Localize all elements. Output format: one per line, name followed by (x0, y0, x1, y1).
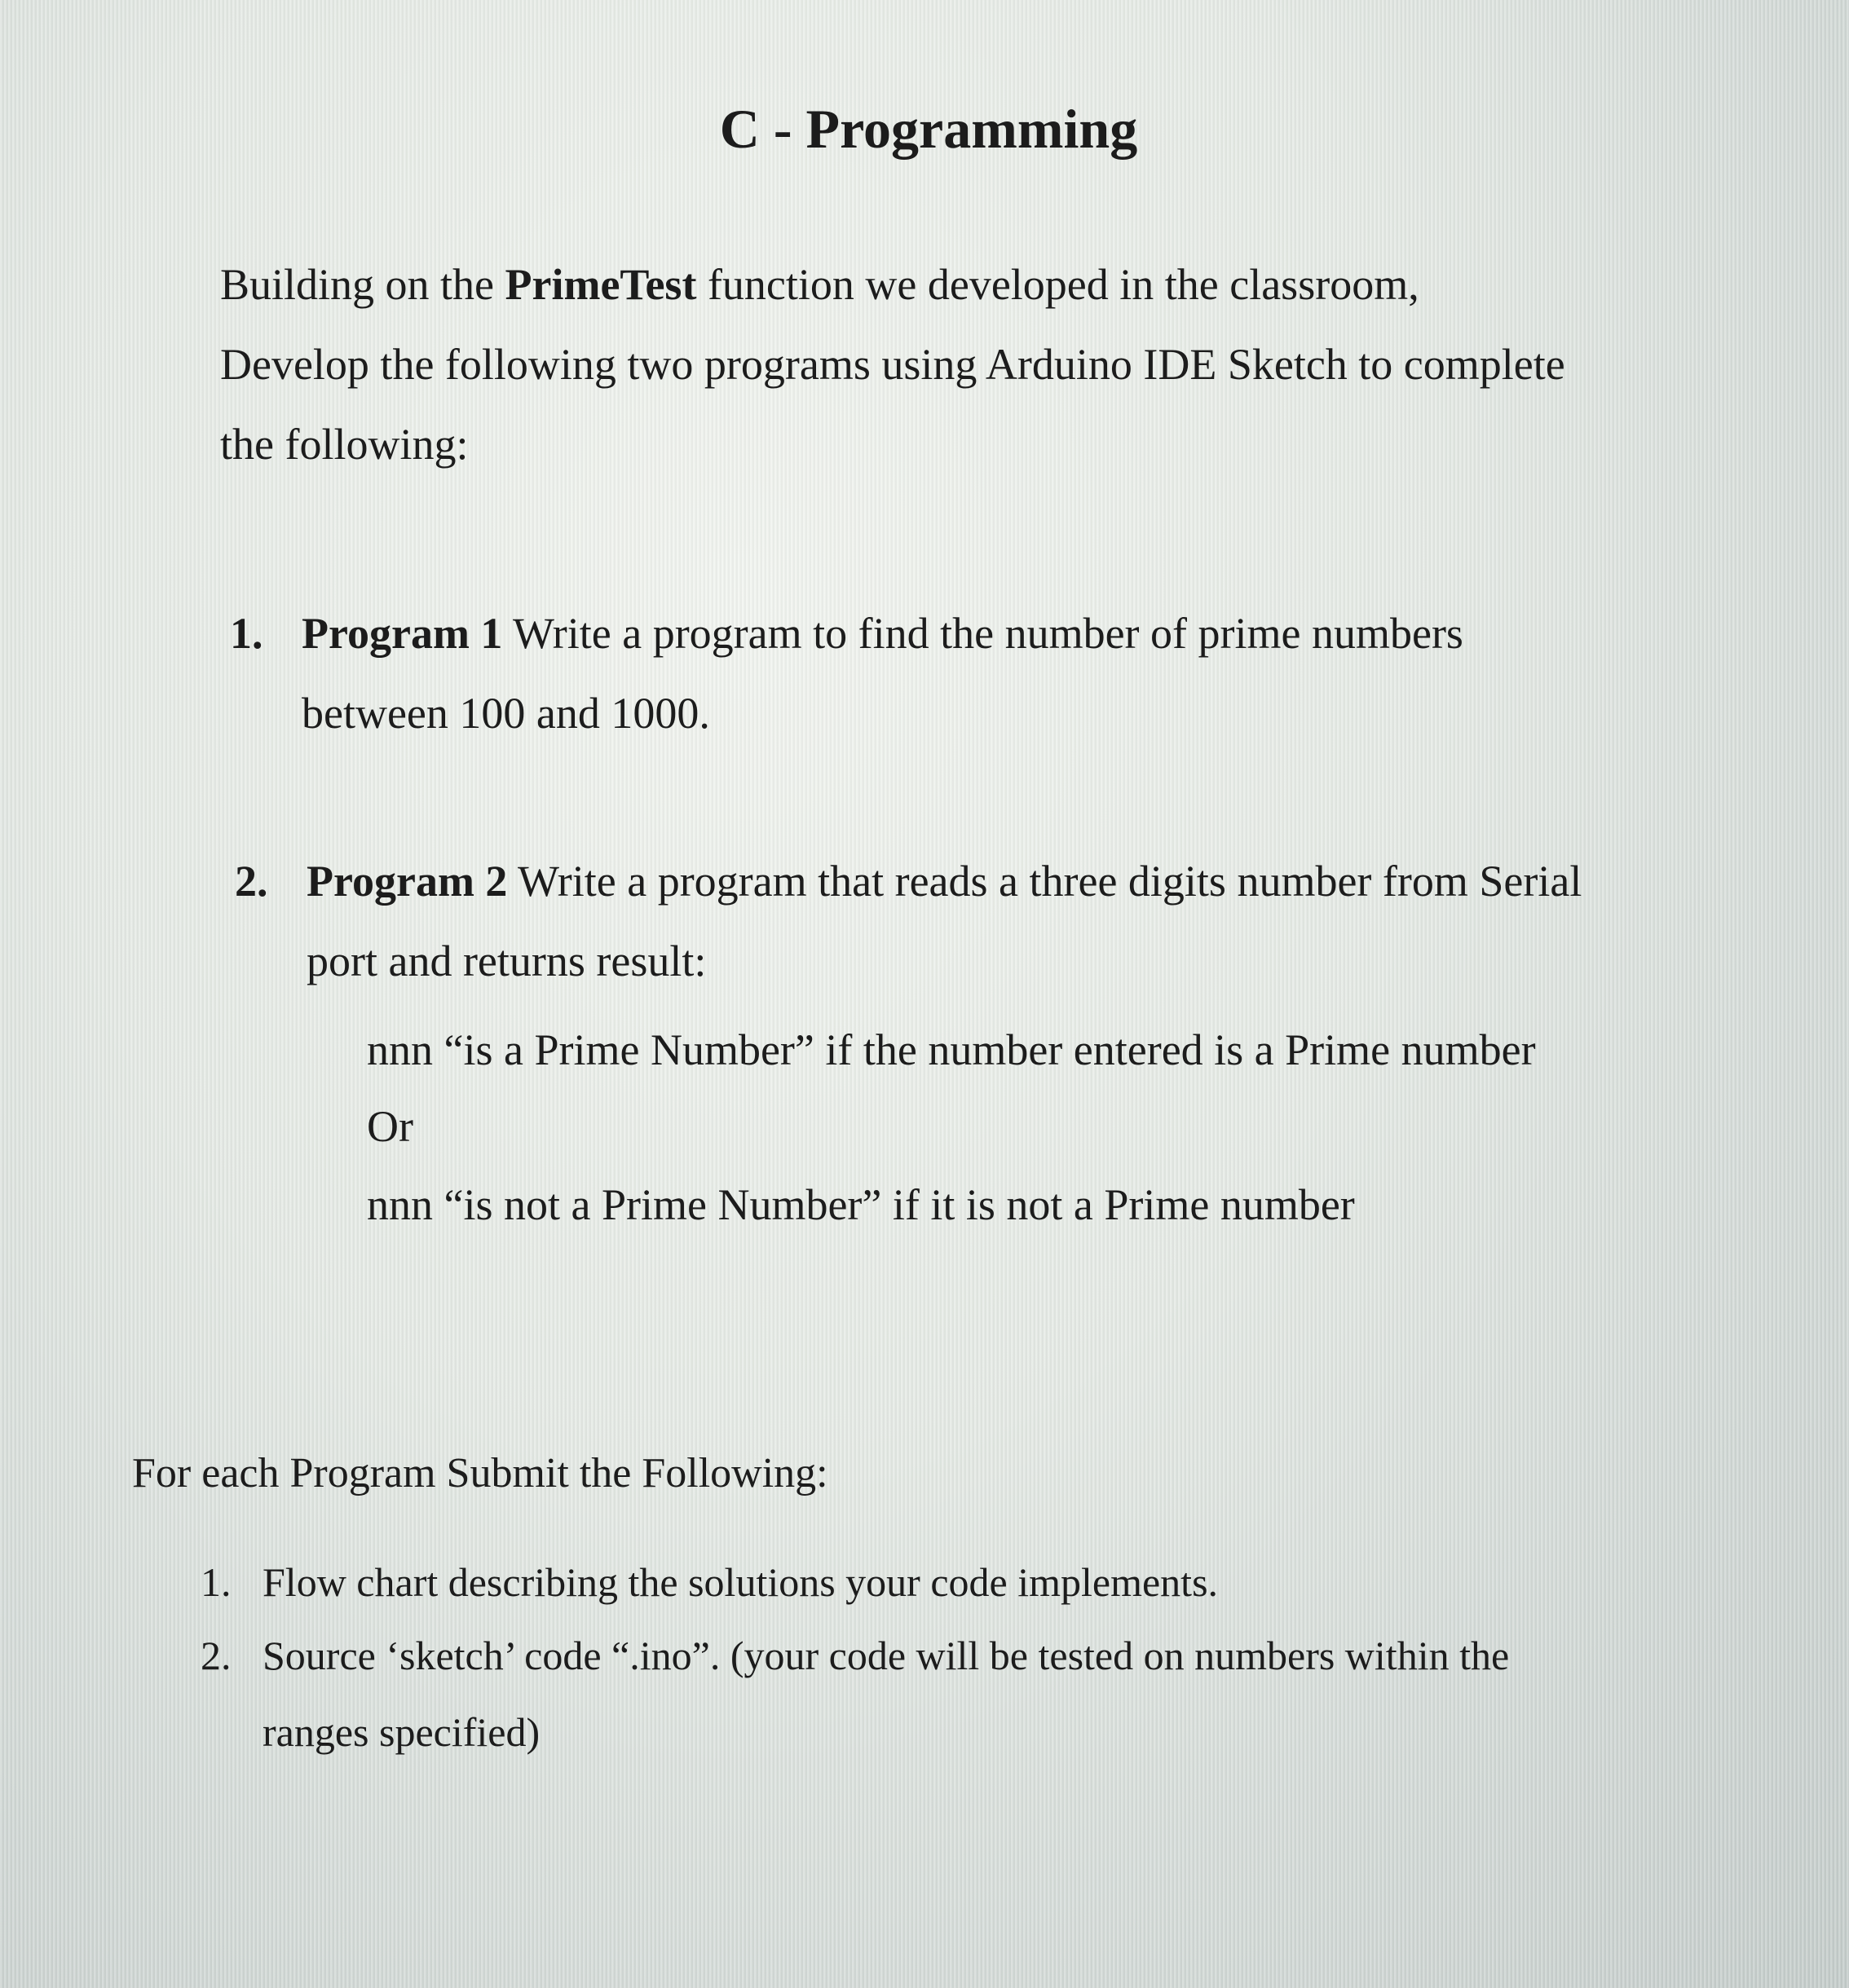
program-2-text-1: Write a program that reads a three digits number from Serial (507, 857, 1582, 906)
result-or: Or (367, 1102, 413, 1151)
page-title: C - Programming (719, 98, 1138, 160)
program-1-number: 1. (230, 609, 263, 658)
intro-text-after: function we developed in the classroom, (696, 260, 1419, 309)
submission-heading: For each Program Submit the Following: (132, 1450, 828, 1497)
intro-paragraph (220, 245, 1769, 484)
result-prime: nnn “is a Prime Number” if the number entered is a Prime number (367, 1025, 1536, 1074)
primetest-function-name: PrimeTest (505, 260, 697, 309)
result-not-prime: nnn “is not a Prime Number” if it is not a Prime number (367, 1180, 1355, 1229)
intro-line-1 (220, 245, 1769, 324)
submission-item-1-text: Flow chart describing the solutions your code implements. (263, 1559, 1219, 1605)
program-2-body (307, 841, 1774, 1001)
intro-text-before: Building on the (220, 260, 505, 309)
intro-line-2: Develop the following two programs using Arduino IDE Sketch to complete (220, 340, 1565, 389)
program-2-text-2: port and returns result: (307, 937, 707, 985)
program-2-label: Program 2 (307, 857, 508, 906)
intro-line-3: the following: (220, 420, 469, 469)
program-2-line-1 (307, 841, 1774, 921)
submission-item-2-number: 2. (201, 1633, 232, 1678)
program-1-body (302, 593, 1769, 753)
program-1-label: Program 1 (302, 609, 503, 658)
submission-item-2-text-2: ranges specified) (263, 1709, 541, 1755)
submission-item-1-number: 1. (201, 1559, 232, 1605)
program-1-text-1: Write a program to find the number of prime numbers (502, 609, 1463, 658)
program-2-number: 2. (235, 857, 268, 906)
program-1-text-2: between 100 and 1000. (302, 689, 710, 738)
submission-item-2-body (263, 1617, 1730, 1770)
program-1-line-1 (302, 593, 1769, 673)
submission-item-1-body (263, 1544, 1730, 1620)
submission-item-2-text-1: Source ‘sketch’ code “.ino”. (your code will be tested on numbers within the (263, 1633, 1510, 1678)
